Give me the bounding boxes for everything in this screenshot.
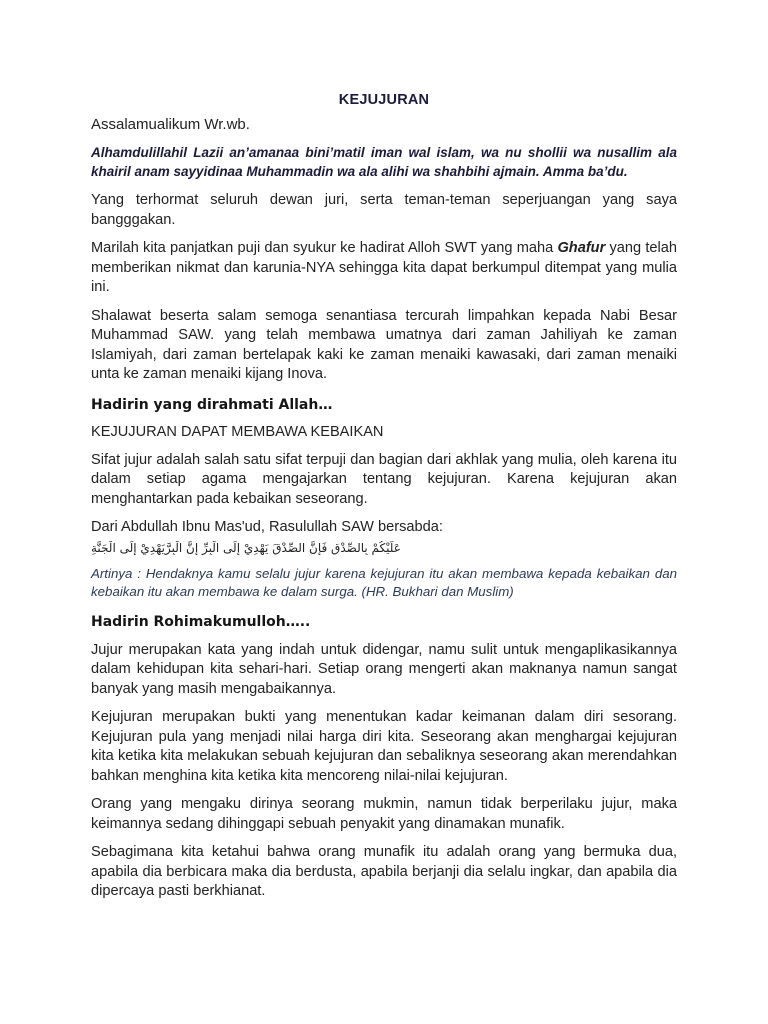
praise-text-start: Marilah kita panjatkan puji dan syukur ke hadirat Alloh SWT yang maha [91, 240, 558, 256]
opening-prayer: Alhamdulillahil Lazii an’amanaa bini’matil iman wal islam, wa nu shollii wa nusallim ala khairil anam sayyidinaa Muhammadin wa ala alihi wa shahbihi ajmain. Amma ba’du. [91, 145, 677, 179]
section-heading-2: Hadirin Rohimakumulloh….. [91, 613, 311, 630]
hadith-intro: Dari Abdullah Ibnu Mas'ud, Rasulullah SAW bersabda: [91, 519, 443, 535]
praise-paragraph [91, 239, 677, 298]
jujur-paragraph: Jujur merupakan kata yang indah untuk didengar, namu sulit untuk mengaplikasikannya dalam kehidupan kita sehari-hari. Setiap orang mengerti akan maknanya namun sangat banyak yang masih mengabaikannya. [91, 641, 677, 697]
mukmin-paragraph: Orang yang mengaku dirinya seorang mukmin, namun tidak berperilaku jujur, maka keimannya sedang dihinggapi sebuah penyakit yang dinamakan munafik. [91, 796, 677, 832]
document-page [91, 92, 677, 911]
section-heading-1: Hadirin yang dirahmati Allah… [91, 396, 333, 413]
kejujuran-paragraph: Kejujuran merupakan bukti yang menentukan kadar keimanan dalam diri sesorang. Kejujuran pula yang menjadi nilai harga diri kita. Seseorang akan menghargai kejujuran kita ketika kita melakukan sebuah kejujuran dan sebaliknya seseorang akan merendahkan bahkan menghina kita ketika kita mencoreng nilai-nilai kejujuran. [91, 709, 677, 784]
shalawat-paragraph: Shalawat beserta salam semoga senantiasa tercurah limpahkan kepada Nabi Besar Muhammad SAW. yang telah membawa umatnya dari zaman Jahiliyah ke zaman Islamiyah, dari zaman bertelapak kaki ke zaman menaiki kawasaki, dari zaman menaiki unta ke zaman menaiki kijang Inova. [91, 307, 677, 382]
greeting-paragraph: Yang terhormat seluruh dewan juri, serta teman-teman seperjuangan yang saya bangggakan. [91, 192, 677, 228]
hadith-translation: Artinya : Hendaknya kamu selalu jujur karena kejujuran itu akan membawa kepada kebaikan dan kebaikan itu akan membawa ke dalam surga. (HR. Bukhari dan Muslim) [91, 565, 677, 599]
section-subheading: KEJUJURAN DAPAT MEMBAWA KEBAIKAN [91, 423, 384, 440]
hadith-arabic-text: عَلَيْكُمْ بِالصِّدْقِ فَإِنَّ الصِّدْقَ يَهْدِيْ إِلَى الْبِرِّ إِنَّ الْبِرَّيَهْدِيْ إِلَى الْجَنَّةِ [91, 540, 401, 555]
document-title: KEJUJURAN [338, 92, 430, 108]
praise-text-end: yang telah memberikan nikmat dan karunia-NYA sehingga kita dapat berkumpul ditempat yang mulia ini. [91, 240, 677, 295]
munafik-paragraph: Sebagimana kita ketahui bahwa orang munafik itu adalah orang yang bermuka dua, apabila dia berbicara maka dia berdusta, apabila berjanji dia selalu ingkar, dan apabila dia dipercaya pasti berkhianat. [91, 844, 677, 899]
ghafur-word: Ghafur [557, 240, 606, 256]
salam-line: Assalamualikum Wr.wb. [91, 116, 250, 133]
sifat-jujur-paragraph: Sifat jujur adalah salah satu sifat terpuji dan bagian dari akhlak yang mulia, oleh karena itu dalam setiap agama mengajarkan tentang kejujuran. Karena kejujuran akan menghantarkan pada kebaikan seseorang. [91, 451, 677, 507]
